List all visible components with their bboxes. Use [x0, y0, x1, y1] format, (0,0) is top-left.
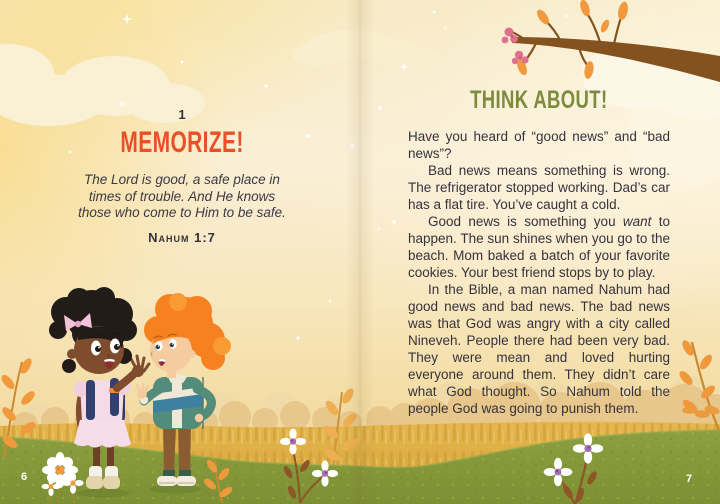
boy-left-hand — [195, 414, 203, 422]
right-page — [408, 82, 670, 417]
boy-shadow — [149, 485, 201, 494]
girl-shadow — [77, 489, 129, 498]
paragraph: Good news is something you want to happen. The sun shines when you go to the beach. Mom baked a batch of your favorite cookies. Your best friend stops by to play. — [408, 214, 670, 280]
memorize-heading: MEMORIZE! — [120, 126, 244, 159]
paragraph: Have you heard of “good news” and “bad news”? — [408, 129, 670, 161]
page-number-left: 6 — [21, 471, 28, 483]
left-page — [62, 107, 302, 245]
paragraph: In the Bible, a man named Nahum had good news and bad news. The bad news was that God was angry with a city called Nineveh. People there had been very bad. They were mean and loved hurting everyone around them. They didn’t care what God thought. So Nahum told the people God was going to punish them. — [408, 282, 670, 416]
paragraph: Bad news means something is wrong. The refrigerator stopped working. Dad’s car has a flat tire. You’ve caught a cold. — [408, 163, 670, 212]
chapter-number: 1 — [178, 107, 186, 122]
page-number-right: 7 — [686, 473, 693, 485]
bible-verse: The Lord is good, a safe place in times of trouble. And He knows those who come to Him to be safe. — [78, 172, 286, 220]
think-about-heading: THINK ABOUT! — [470, 86, 608, 114]
body-text — [408, 128, 670, 417]
verse-reference: Nahum 1:7 — [148, 229, 216, 245]
boy-jacket — [153, 375, 203, 430]
girl-hand — [131, 356, 149, 377]
boy-face — [150, 328, 196, 378]
